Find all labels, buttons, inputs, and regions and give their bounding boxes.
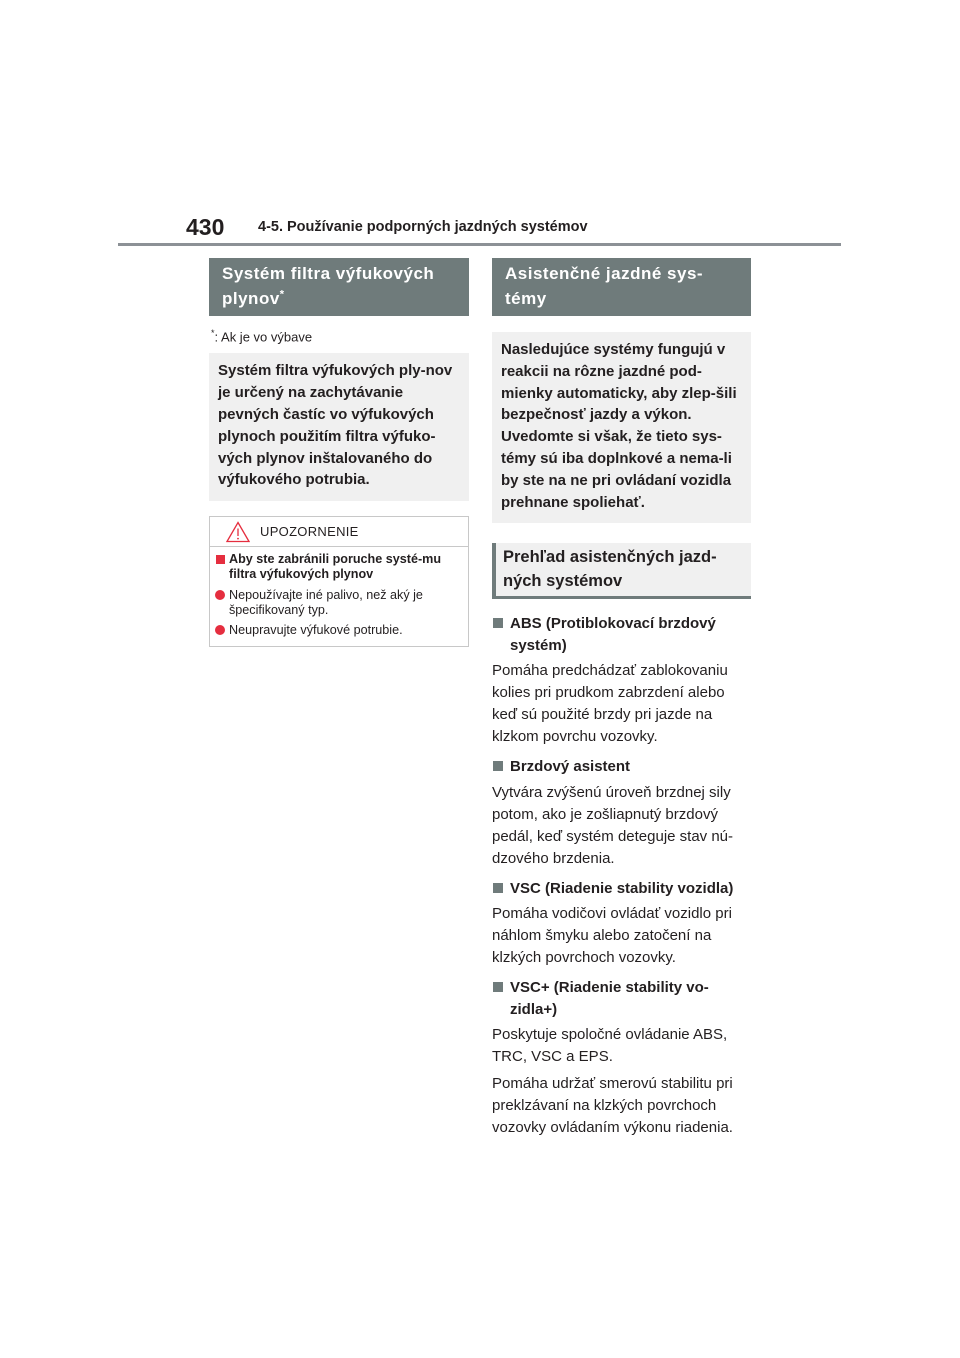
warning-title: [215, 552, 462, 582]
warning-item: [215, 588, 462, 618]
footnote-asterisk: *: [211, 328, 215, 338]
exhaust-filter-intro: Systém filtra výfukových ply-nov je určený na zachytávanie pevných častíc vo výfukových plynoch použitím filtra výfuko-vých plynov inštalovaného do výfukového potrubia.: [209, 353, 469, 501]
page-number: 430: [186, 214, 225, 240]
warning-triangle-icon: [226, 521, 250, 543]
system-title-text: VSC+ (Riadenie stability vo-zidla+): [510, 979, 709, 1018]
system-description: Pomáha udržať smerovú stabilitu pri preklzávaní na klzkých povrchoch vozovky ovládaním výkonu riadenia.: [492, 1075, 733, 1137]
footnote-text: : Ak je vo výbave: [214, 329, 313, 345]
warning-label: UPOZORNENIE: [260, 524, 359, 540]
system-title-vsc: [492, 878, 751, 900]
system-title-text: Brzdový asistent: [510, 758, 631, 776]
system-title-vsc-plus: [492, 977, 751, 1020]
system-description: Pomáha vodičovi ovládať vozidlo pri náhlom šmyku alebo zatočení na klzkých povrchoch vozovky.: [492, 905, 732, 967]
left-column: [209, 258, 469, 647]
warning-item-text: Nepoužívajte iné palivo, než aký je špecifikovaný typ.: [229, 587, 423, 617]
section-heading-exhaust-filter: [209, 258, 469, 316]
warning-item: [215, 623, 462, 638]
footnote: [209, 328, 469, 344]
gray-square-bullet-icon: [493, 982, 503, 992]
header-divider: [118, 243, 841, 246]
system-title-text: VSC (Riadenie stability vozidla): [510, 879, 734, 897]
heading-line2: plynov: [222, 289, 280, 308]
warning-header: [210, 517, 468, 547]
heading-line1: Systém filtra výfukových: [222, 264, 435, 283]
warning-title-text: Aby ste zabránili poruche systé-mu filtra výfukových plynov: [229, 552, 442, 581]
subsection-heading-overview: Prehľad asistenčných jazd-ných systémov: [492, 543, 751, 599]
system-title-text: ABS (Protiblokovací brzdový systém): [510, 615, 716, 654]
gray-square-bullet-icon: [493, 618, 503, 628]
red-dot-bullet-icon: [215, 625, 225, 635]
section-heading-driving-assist: Asistenčné jazdné sys-témy: [492, 258, 751, 316]
warning-box: [209, 516, 469, 647]
driving-assist-intro: Nasledujúce systémy fungujú v reakcii na rôzne jazdné pod-mienky automaticky, aby zlep-šili bezpečnosť jazdy a výkon. Uvedomte si však, že tieto sys-témy sú iba doplnkové a nema-li by ste na ne pri ovládaní vozidla prehnane spoliehať.: [492, 332, 751, 523]
gray-square-bullet-icon: [493, 761, 503, 771]
red-square-bullet-icon: [216, 555, 225, 564]
warning-item-text: Neupravujte výfukové potrubie.: [229, 623, 403, 638]
chapter-title: 4-5. Používanie podporných jazdných systémov: [258, 219, 588, 235]
red-dot-bullet-icon: [215, 590, 225, 600]
system-description: Vytvára zvýšenú úroveň brzdnej sily potom, ako je zošliapnutý brzdový pedál, keď systém deteguje stav nú-dzového brzdenia.: [492, 783, 734, 867]
system-title-brake-assist: [492, 756, 751, 778]
system-description: Pomáha predchádzať zablokovaniu kolies pri prudkom zabrzdení alebo keď sú použité brzdy pri jazde na klzkom povrchu vozovky.: [492, 662, 728, 746]
gray-square-bullet-icon: [493, 883, 503, 893]
system-description: Poskytuje spoločné ovládanie ABS, TRC, VSC a EPS.: [492, 1026, 728, 1066]
heading-asterisk: *: [279, 288, 285, 301]
system-title-abs: [492, 613, 751, 656]
right-column: [492, 258, 751, 1139]
warning-body: [210, 547, 468, 646]
